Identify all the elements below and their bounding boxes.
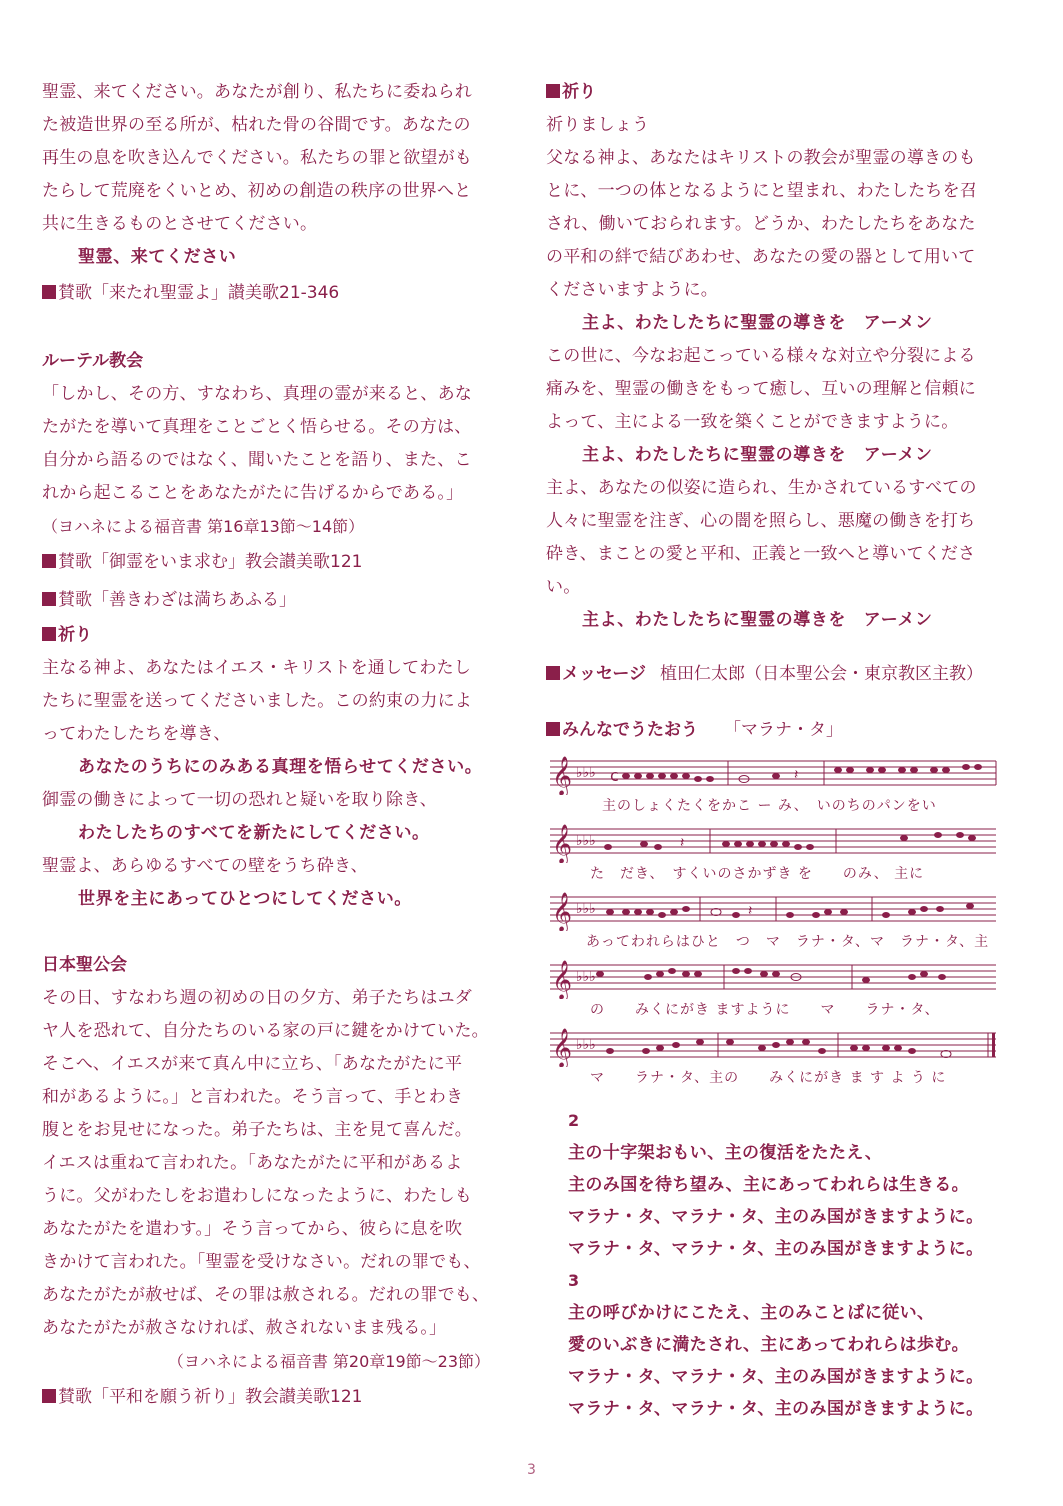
scripture-citation: （ヨハネによる福音書 第20章19節～23節） [167,1352,490,1371]
score-lyric: 主のしょくたくをかこ ー み、 いのちのパンをい [602,798,937,814]
scripture-line: 「しかし、その方、すなわち、真理の霊が来ると、あな [42,384,472,404]
message-label: メッセージ [562,664,646,684]
scripture-line: きかけて言われた。「聖霊を受けなさい。だれの罪でも、 [42,1252,481,1272]
prayer-line: とに、一つの体となるようにと望まれ、わたしたちを召 [546,181,978,201]
score-lyric: の みくにがき ますように マ ラナ・タ、 [590,1002,940,1018]
scripture-line: その日、すなわち週の初めの日の夕方、弟子たちはユダ [42,988,472,1008]
square-bullet-icon [546,84,560,98]
square-bullet-icon [546,722,560,736]
song-label: みんなでうたおう [562,720,698,740]
verse-line: マラナ・タ、マラナ・タ、主のみ国がきますように。 [568,1239,984,1259]
prayer-line: 父なる神よ、あなたはキリストの教会が聖霊の導きのも [546,148,976,168]
square-bullet-icon [42,285,56,299]
verse-number: 3 [568,1271,580,1290]
score-lyric: あってわれらはひと つ マ ラナ・タ、マ ラナ・タ、主 [586,934,990,950]
intro-line: 再生の息を吹き込んでください。私たちの罪と欲望がも [42,148,472,168]
staff-5 [550,1027,1000,1087]
prayer-response: わたしたちのすべてを新たにしてください。 [78,823,430,843]
svg-text:𝄽: 𝄽 [680,835,685,851]
prayer-response: 主よ、わたしたちに聖霊の導きを アーメン [582,610,933,630]
square-bullet-icon [546,666,560,680]
svg-text:♭♭♭: ♭♭♭ [576,969,596,985]
prayer-line: 砕き、まことの愛と平和、正義と一致へと導いてくださ [546,544,976,564]
music-score [546,755,1002,1105]
verse-line: マラナ・タ、マラナ・タ、主のみ国がきますように。 [568,1367,984,1387]
staff-3 [550,891,1000,951]
prayer-response: 主よ、わたしたちに聖霊の導きを アーメン [582,313,933,333]
prayer-heading: 祈り [42,619,504,652]
song-title: 「マラナ・タ」 [724,720,843,740]
message-item [546,655,1002,693]
scripture-line: うに。父がわたしをお遣わしになったように、わたしも [42,1186,472,1206]
prayer-heading: 祈り [546,76,1002,109]
scripture-line: 和があるように。」と言われた。そう言って、手とわき [42,1087,464,1107]
prayer-line: 御霊の働きによって一切の恐れと疑いを取り除き、 [42,790,437,810]
scripture-line: あなたがたを遣わす。」そう言ってから、彼らに息を吹 [42,1219,463,1239]
verse-line: 愛のいぶきに満たされ、主にあってわれらは歩む。 [568,1335,970,1355]
hymn-item [42,274,504,312]
scripture-line: イエスは重ねて言われた。「あなたがたに平和があるよ [42,1153,463,1173]
scripture-line: そこへ、イエスが来て真ん中に立ち、「あなたがたに平 [42,1054,463,1074]
intro-line: 聖霊、来てください。あなたが創り、私たちに委ねられ [42,82,472,102]
score-lyric: マ ラナ・タ、主の みくにがき ま す よ う に [590,1070,947,1086]
svg-text:♭♭♭: ♭♭♭ [576,765,596,781]
scripture-line: ヤ人を恐れて、自分たちのいる家の戸に鍵をかけていた。 [42,1021,489,1041]
prayer-line: 人々に聖霊を注ぎ、心の闇を照らし、悪魔の働きを打ち [546,511,976,531]
svg-text:♭♭♭: ♭♭♭ [576,901,596,917]
verse-line: マラナ・タ、マラナ・タ、主のみ国がきますように。 [568,1399,984,1419]
intro-line: た被造世界の至る所が、枯れた骨の谷間です。あなたの [42,115,471,135]
prayer-line: よって、主による一致を築くことができますように。 [546,412,959,432]
square-bullet-icon [42,592,56,606]
staff-2 [550,823,1000,883]
svg-text:𝄽: 𝄽 [794,767,799,783]
svg-text:𝄽: 𝄽 [748,903,753,919]
page-number: 3 [527,1462,536,1478]
prayer-line: ってわたしたちを導き、 [42,724,231,744]
svg-text:𝄞: 𝄞 [552,892,573,931]
section-title-lutheran: ルーテル教会 [42,351,144,371]
hymn-label: 賛歌「御霊をいま求む」教会讃美歌121 [58,552,363,572]
square-bullet-icon [42,554,56,568]
scripture-line: 腹とをお見せになった。弟子たちは、主を見て喜んだ。 [42,1120,472,1140]
intro-response: 聖霊、来てください [78,247,237,267]
square-bullet-icon [42,1389,56,1403]
scripture-line: 自分から語るのではなく、聞いたことを語り、また、こ [42,450,472,470]
verse-line: 主の十字架おもい、主の復活をたたえ、 [568,1143,883,1163]
prayer-line: の平和の絆で結びあわせ、あなたの愛の器として用いて [546,247,976,267]
intro-line: たらして荒廃をくいとめ、初めの創造の秩序の世界へと [42,181,472,201]
hymn-label: 賛歌「平和を願う祈り」教会讃美歌121 [58,1387,363,1407]
verse-line: 主のみ国を待ち望み、主にあってわれらは生きる。 [568,1175,970,1195]
prayer-line: 痛みを、聖霊の働きをもって癒し、互いの理解と信頼に [546,379,976,399]
hymn-label: 賛歌「来たれ聖霊よ」讃美歌21-346 [58,283,340,303]
prayer-line: い。 [546,577,581,597]
svg-text:𝄞: 𝄞 [552,824,573,863]
svg-text:c: c [610,766,619,785]
staff-4 [550,959,1000,1019]
staff-1 [550,755,1000,815]
hymn-item [42,543,504,581]
scripture-line: れから起こることをあなたがたに告げるからである。」 [42,483,464,503]
scripture-line: あなたがたが赦せば、その罪は赦される。だれの罪でも、 [42,1285,490,1305]
prayer-response: 主よ、わたしたちに聖霊の導きを アーメン [582,445,933,465]
square-bullet-icon [42,627,56,641]
score-lyric: た だき、 すくいのさかずき を のみ、 主に [590,866,925,882]
svg-text:𝄞: 𝄞 [552,756,573,795]
verse-number: 2 [568,1111,580,1130]
hymn-item [42,1378,504,1416]
message-speaker: 植田仁太郎（日本聖公会・東京教区主教） [659,664,983,684]
hymn-item [42,581,504,619]
prayer-line: 主よ、あなたの似姿に造られ、生かされているすべての [546,478,977,498]
left-column [42,76,504,1416]
prayer-line: 聖霊よ、あらゆるすべての壁をうち砕き、 [42,856,368,876]
prayer-line: この世に、今なお起こっている様々な対立や分裂による [546,346,976,366]
svg-text:♭♭♭: ♭♭♭ [576,833,596,849]
scripture-line: あなたがたが赦さなければ、赦されないまま残る。」 [42,1318,447,1338]
scripture-citation: （ヨハネによる福音書 第16章13節～14節） [42,517,365,536]
prayer-response: あなたのうちにのみある真理を悟らせてください。 [78,757,483,777]
prayer-response: 世界を主にあってひとつにしてください。 [78,889,412,909]
prayer-line: され、働いておられます。どうか、わたしたちをあなた [546,214,976,234]
prayer-line: くださいますように。 [546,280,718,300]
svg-text:♭♭♭: ♭♭♭ [576,1037,596,1053]
svg-text:𝄞: 𝄞 [552,960,573,999]
hymn-label: 賛歌「善きわざは満ちあふる」 [58,590,296,610]
right-column [546,76,1002,1425]
scripture-line: たがたを導いて真理をことごとく悟らせる。その方は、 [42,417,472,437]
prayer-intro: 祈りましょう [546,115,650,135]
intro-line: 共に生きるものとさせてください。 [42,214,318,234]
svg-text:𝄞: 𝄞 [552,1028,573,1067]
song-item [546,711,1002,749]
verse-line: マラナ・タ、マラナ・タ、主のみ国がきますように。 [568,1207,984,1227]
prayer-line: 主なる神よ、あなたはイエス・キリストを通してわたし [42,658,471,678]
prayer-line: たちに聖霊を送ってくださいました。この約束の力によ [42,691,472,711]
section-title-nskk: 日本聖公会 [42,955,127,975]
verse-line: 主の呼びかけにこたえ、主のみことばに従い、 [568,1303,935,1323]
